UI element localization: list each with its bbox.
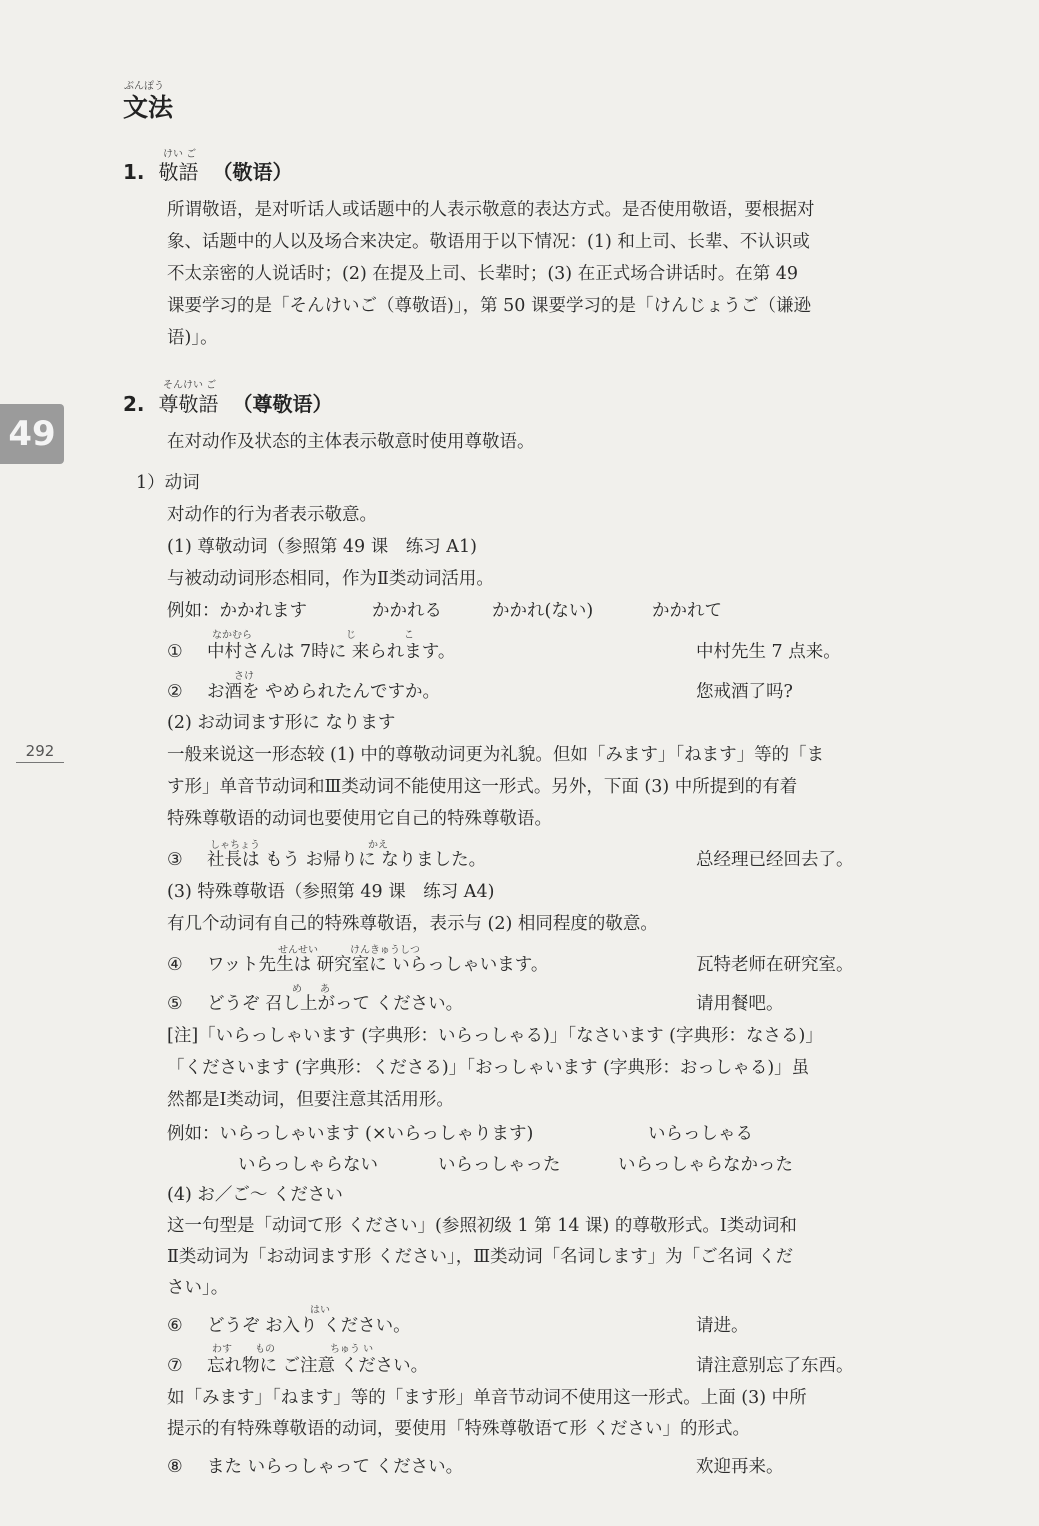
example-number: ⑥ — [167, 1316, 183, 1336]
ex1-ruby: こ — [404, 630, 414, 641]
ex7-ruby: ちゅう い — [330, 1344, 374, 1355]
section-2-subtitle: （尊敬语） — [232, 392, 333, 416]
example-translation: 瓦特老师在研究室。 — [696, 955, 854, 975]
point-2-para-line: 特殊尊敬语的动词也要使用它自己的特殊尊敬语。 — [167, 809, 552, 829]
title-ruby: ぶんぽう — [124, 81, 164, 92]
ex7-ruby: わす — [212, 1344, 232, 1355]
point-2-heading: (2) お动词ます形に なります — [167, 713, 396, 733]
section-2-title: 尊敬語 — [158, 392, 219, 416]
point-2-para-line: 一般来说这一形态较 (1) 中的尊敬动词更为礼貌。但如「みます」「ねます」等的「ま — [167, 745, 825, 765]
note-line: 「くださいます (字典形：くださる)」「おっしゃいます (字典形：おっしゃる)」虽 — [167, 1058, 810, 1078]
point-4-heading: (4) お／ご～ ください — [167, 1185, 343, 1205]
chapter-tab: 49 — [0, 404, 64, 464]
example-number: ② — [167, 682, 183, 702]
point-4-para-line: 这一句型是「动词て形 ください」(参照初级 1 第 14 课) 的尊敬形式。Ⅰ类动词和 — [167, 1216, 797, 1236]
example-number: ① — [167, 642, 183, 662]
example-1 — [167, 638, 455, 663]
ex4-ruby: けんきゅうしつ — [350, 945, 420, 956]
note-line: 然都是Ⅰ类动词，但要注意其活用形。 — [167, 1090, 454, 1110]
example-text: 忘れ物に ご注意 ください。 — [207, 1356, 429, 1376]
example-3 — [167, 846, 486, 871]
point-4-para2-line: 提示的有特殊尊敬语的动词，要使用「特殊尊敬语て形 ください」的形式。 — [167, 1419, 751, 1439]
point-4-para-line: さい」。 — [167, 1278, 229, 1298]
example-number: ⑧ — [167, 1457, 183, 1477]
s1-heading-ruby: けい ご — [163, 149, 197, 160]
ex4-ruby: せんせい — [278, 945, 318, 956]
section-2-number: 2. — [123, 392, 145, 416]
example-text: 社長は もう お帰りに なりました。 — [207, 850, 487, 870]
point-1-example: 例如：かかれます — [167, 601, 307, 621]
example-text: どうぞ お入り ください。 — [207, 1316, 411, 1336]
point-4-para-line: Ⅱ类动词为「お动词ます形 ください」，Ⅲ类动词「名词します」为「ご名词 くだ — [167, 1247, 794, 1267]
ex7-ruby: もの — [255, 1344, 275, 1355]
example-4 — [167, 951, 548, 976]
note-example: いらっしゃった — [438, 1155, 561, 1175]
example-number: ⑤ — [167, 994, 183, 1014]
point-2-para-line: す形」单音节动词和Ⅲ类动词不能使用这一形式。另外，下面 (3) 中所提到的有着 — [167, 777, 798, 797]
s1-para-line: 不太亲密的人说话时；(2) 在提及上司、长辈时；(3) 在正式场合讲话时。在第 49 — [167, 264, 799, 284]
section-2-heading — [123, 388, 333, 417]
page-number: 292 — [16, 742, 64, 763]
example-7 — [167, 1352, 428, 1377]
example-translation: 中村先生 7 点来。 — [696, 642, 841, 662]
s1-para-line: 所谓敬语，是对听话人或话题中的人表示敬意的表达方式。是否使用敬语，要根据对 — [167, 200, 815, 220]
point-3-desc: 有几个动词有自己的特殊尊敬语，表示与 (2) 相同程度的敬意。 — [167, 914, 658, 934]
example-text: 中村さんは 7時に 来られます。 — [207, 642, 456, 662]
example-text: どうぞ 召し上がって ください。 — [207, 994, 464, 1014]
example-number: ⑦ — [167, 1356, 183, 1376]
section-1-number: 1. — [123, 160, 145, 184]
ex2-ruby: さけ — [234, 671, 254, 682]
point-3-heading: (3) 特殊尊敬语（参照第 49 课 练习 A4) — [167, 882, 495, 902]
subsection-desc: 对动作的行为者表示敬意。 — [167, 505, 377, 525]
s2-intro: 在对动作及状态的主体表示敬意时使用尊敬语。 — [167, 432, 535, 452]
s1-para-line: 象、话题中的人以及场合来决定。敬语用于以下情况：(1) 和上司、长辈、不认识或 — [167, 232, 810, 252]
ex5-ruby: め — [292, 984, 302, 995]
ex5-ruby: あ — [320, 984, 330, 995]
subsection-verbs: 1）动词 — [136, 473, 200, 493]
page-title: 文法 — [123, 93, 174, 122]
example-text: また いらっしゃって ください。 — [207, 1457, 464, 1477]
example-number: ③ — [167, 850, 183, 870]
section-1-title: 敬語 — [158, 160, 199, 184]
ex3-ruby: かえ — [368, 840, 388, 851]
example-6 — [167, 1312, 411, 1337]
point-1-example: かかれて — [652, 601, 722, 621]
example-number: ④ — [167, 955, 183, 975]
example-translation: 您戒酒了吗? — [696, 682, 793, 702]
point-1-example: かかれ(ない) — [492, 601, 594, 621]
example-8 — [167, 1453, 463, 1478]
note-example: いらっしゃる — [648, 1124, 753, 1144]
note-example: いらっしゃらなかった — [618, 1155, 793, 1175]
section-1-heading — [123, 156, 293, 185]
point-1-desc: 与被动动词形态相同，作为Ⅱ类动词活用。 — [167, 569, 494, 589]
point-1-heading: (1) 尊敬动词（参照第 49 课 练习 A1) — [167, 537, 477, 557]
ex6-ruby: はい — [310, 1305, 330, 1316]
example-text: ワット先生は 研究室に いらっしゃいます。 — [207, 955, 549, 975]
note-example: いらっしゃらない — [238, 1155, 378, 1175]
example-translation: 欢迎再来。 — [696, 1457, 784, 1477]
point-1-example: かかれる — [372, 601, 442, 621]
point-4-para2-line: 如「みます」「ねます」等的「ます形」单音节动词不使用这一形式。上面 (3) 中所 — [167, 1388, 807, 1408]
ex3-ruby: しゃちょう — [210, 840, 260, 851]
example-2 — [167, 678, 440, 703]
example-translation: 请进。 — [696, 1316, 749, 1336]
section-1-subtitle: （敬语） — [212, 160, 293, 184]
example-5 — [167, 990, 463, 1015]
example-text: お酒を やめられたんですか。 — [207, 682, 441, 702]
note-example: 例如：いらっしゃいます (×いらっしゃります) — [167, 1124, 534, 1144]
s1-para-line: 课要学习的是「そんけいご（尊敬语)」，第 50 课要学习的是「けんじょうご（谦逊 — [167, 296, 811, 316]
example-translation: 总经理已经回去了。 — [696, 850, 854, 870]
note-line: [注]「いらっしゃいます (字典形：いらっしゃる)」「なさいます (字典形：なさる)」 — [167, 1026, 823, 1046]
s2-heading-ruby: そんけい ご — [163, 380, 217, 391]
example-translation: 请用餐吧。 — [696, 994, 784, 1014]
ex1-ruby: なかむら — [212, 630, 252, 641]
ex1-ruby: じ — [346, 630, 356, 641]
s1-para-line: 语)」。 — [167, 328, 218, 348]
example-translation: 请注意别忘了东西。 — [696, 1356, 854, 1376]
